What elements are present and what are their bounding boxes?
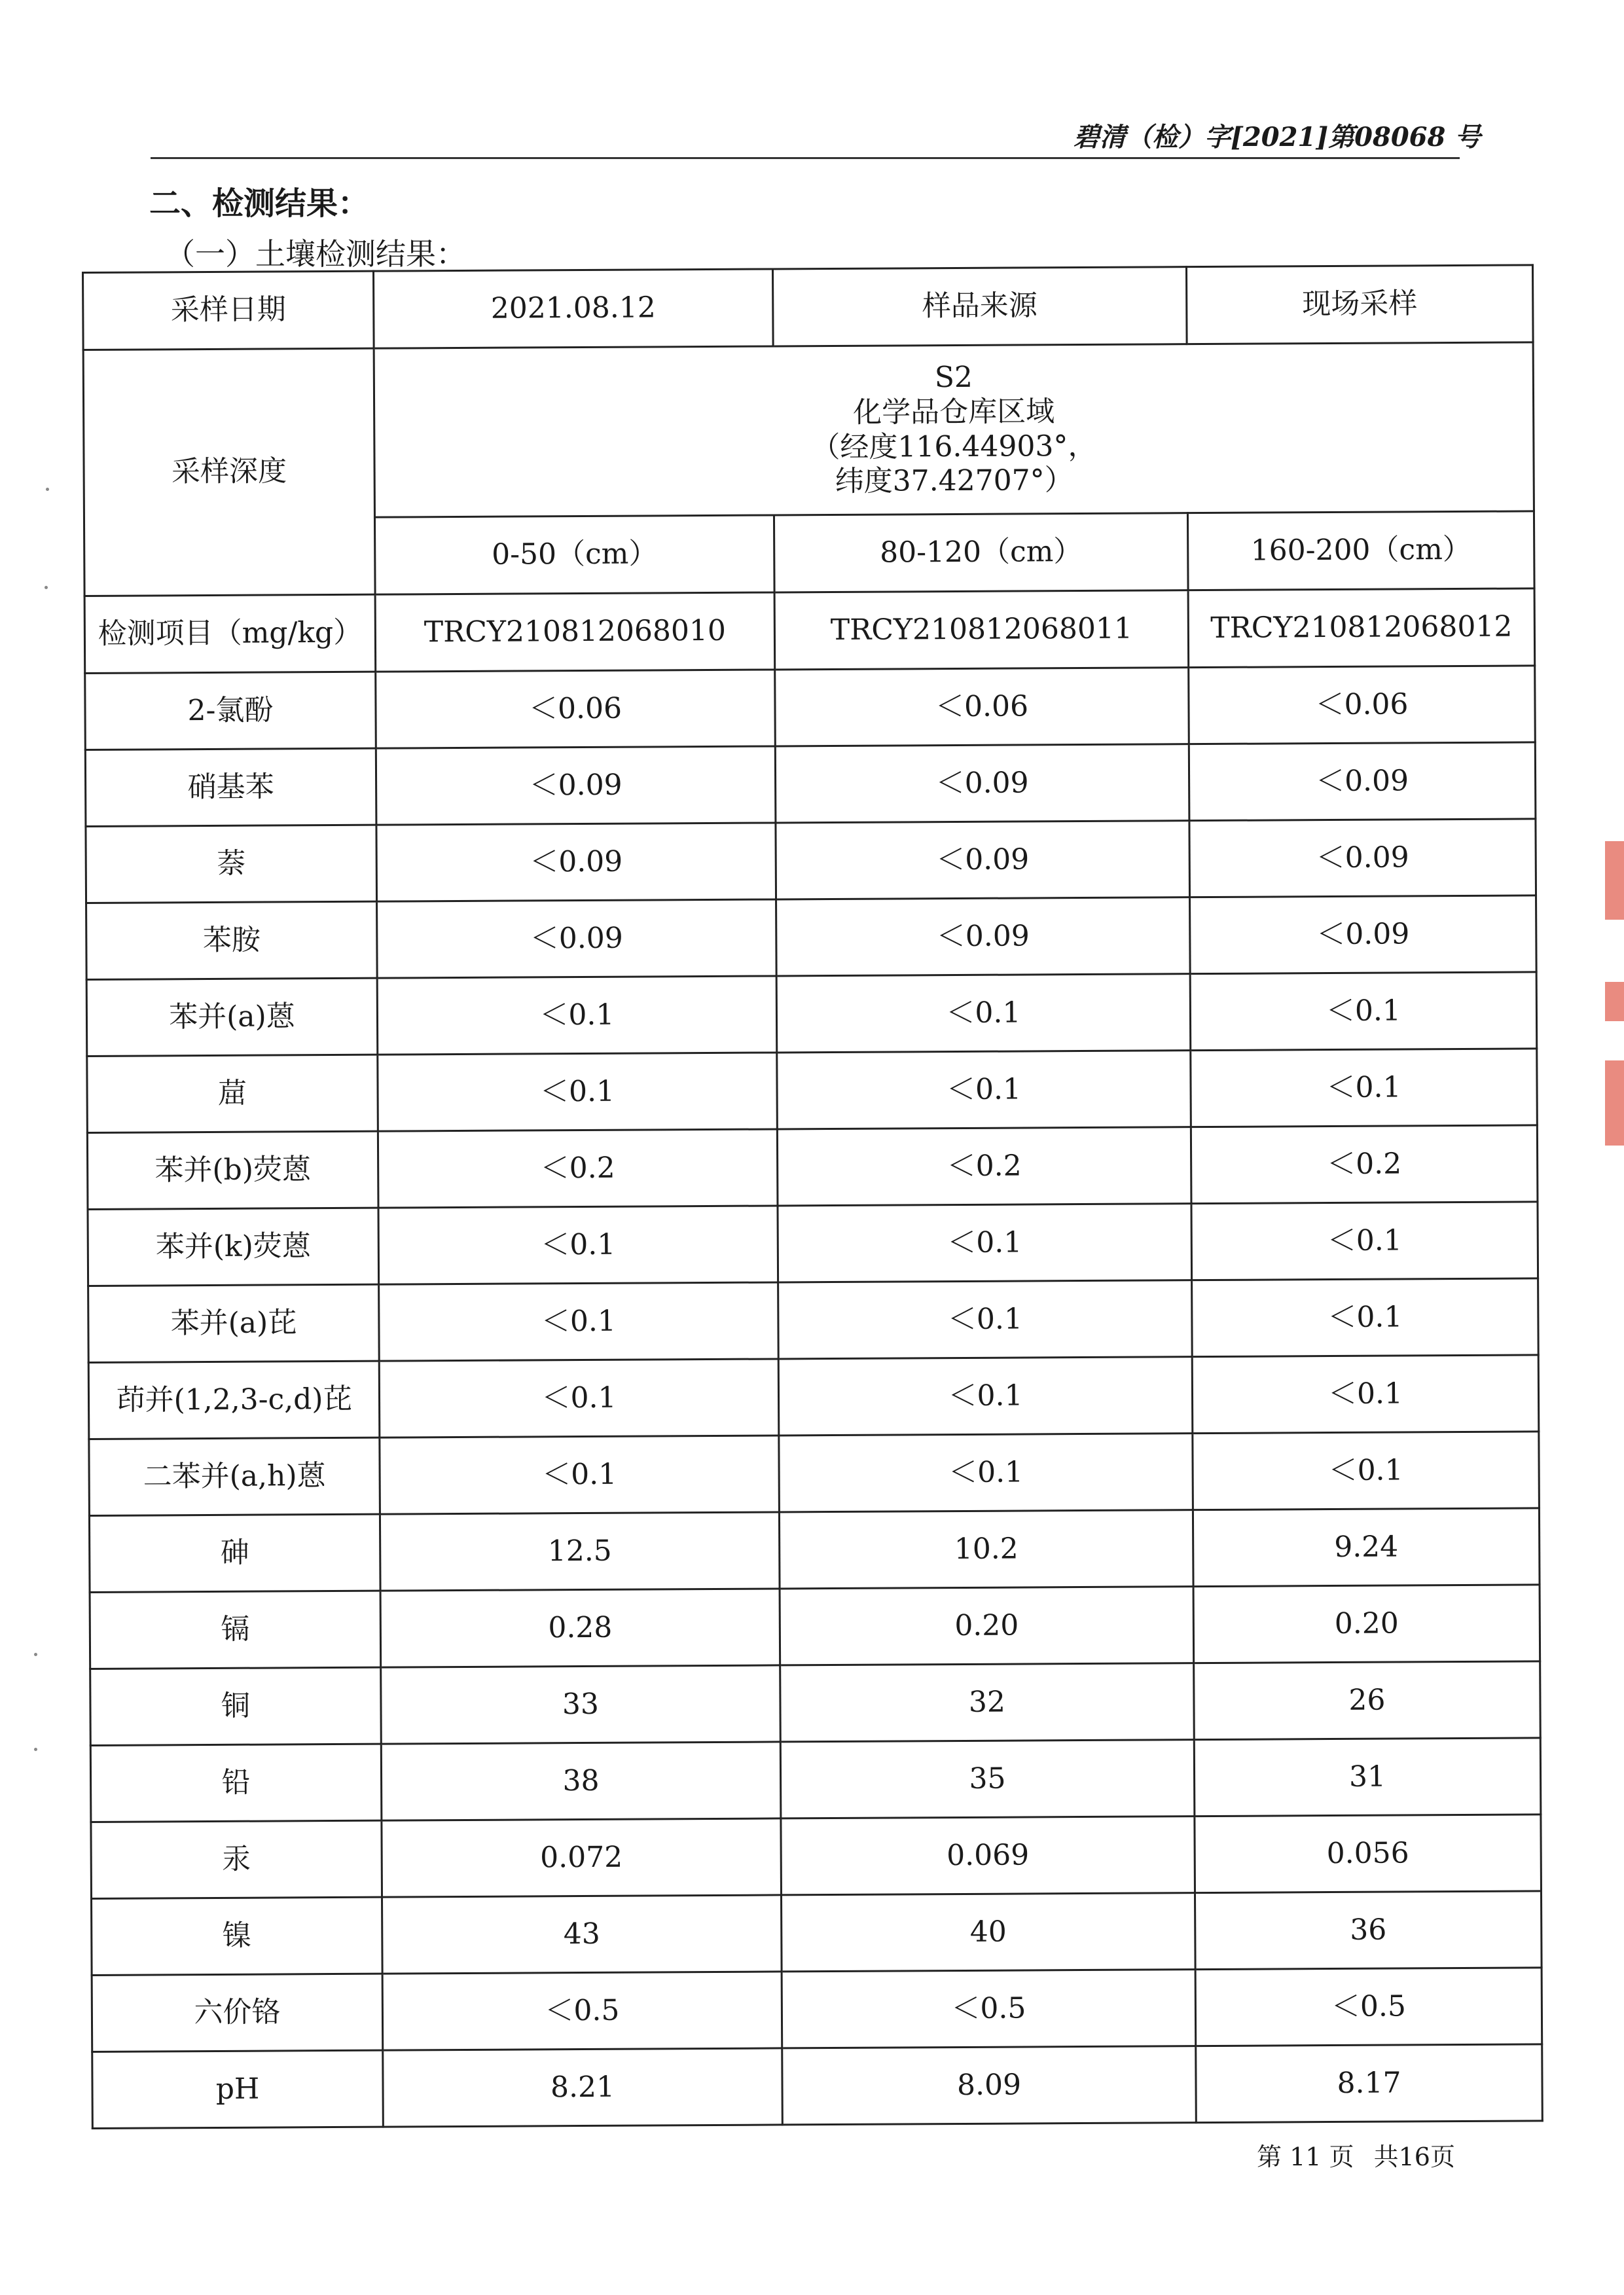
analyte-name: 硝基苯 [85,748,376,826]
analyte-value: ＜0.06 [775,668,1189,746]
table-row [90,1661,1541,1746]
analyte-name: 苯胺 [86,901,378,979]
table-row-location [83,342,1534,519]
analyte-value: 0.056 [1195,1815,1542,1893]
analyte-value: ＜0.1 [379,1359,779,1437]
analyte-value: ＜0.09 [376,823,776,901]
location-latitude: 纬度37.42707°） [835,463,1074,499]
soil-results-table [82,264,1543,2129]
scan-speck [46,488,49,491]
scan-speck [34,1653,37,1656]
analyte-value: ＜0.1 [1193,1432,1540,1510]
analyte-value: ＜0.1 [1190,972,1537,1051]
location-name: 化学品仓库区域 [853,394,1055,429]
analyte-value: 43 [382,1895,782,1974]
stamp-edge-mark [1605,1060,1624,1146]
analyte-value: ＜0.1 [777,1051,1191,1129]
stamp-edge-mark [1605,982,1624,1021]
analyte-name: 萘 [86,825,377,903]
analyte-value: ＜0.06 [376,670,776,748]
analyte-name: 䓛 [87,1055,378,1132]
analyte-value: ＜0.2 [378,1129,778,1208]
table-row [89,1508,1540,1593]
analyte-value: 36 [1195,1891,1542,1970]
analyte-value: ＜0.1 [1192,1355,1539,1434]
table-row-sample-ids [84,588,1535,674]
analyte-value: 0.069 [781,1816,1195,1895]
analyte-value: ＜0.1 [379,1282,779,1361]
location-id: S2 [934,360,973,395]
sample-id-2: TRCY210812068011 [774,590,1189,670]
scan-speck [34,1748,37,1751]
analyte-value: 9.24 [1193,1508,1540,1587]
analyte-name: 2-氯酚 [85,672,376,750]
analyte-value: 0.28 [380,1589,780,1667]
analyte-value: 31 [1194,1738,1541,1816]
analyte-name: 汞 [91,1820,382,1898]
analyte-value: ＜0.09 [377,899,777,978]
analyte-value: ＜0.1 [776,974,1191,1053]
table-row [92,2044,1543,2129]
analyte-name: 苯并(b)荧蒽 [87,1131,378,1209]
report-number: 碧清（检）字[2021]第08068 号 [1074,122,1481,153]
analyte-value: 10.2 [779,1510,1193,1589]
analyte-value: ＜0.06 [1189,666,1536,744]
table-row-date [83,265,1534,350]
analyte-name: 二苯并(a,h)蒽 [89,1437,380,1515]
analyte-value: ＜0.5 [382,1972,782,2050]
analyte-name: 镉 [90,1591,381,1669]
table-row [88,1202,1538,1286]
analyte-value: ＜0.1 [1192,1278,1539,1357]
page-current: 第 11 页 [1257,2142,1354,2171]
sample-source-label: 样品来源 [772,267,1187,346]
depth-label: 采样深度 [83,348,375,596]
sampling-date-value: 2021.08.12 [374,269,774,348]
analyte-name: 镍 [92,1897,383,1975]
item-label: 检测项目（mg/kg） [84,594,376,673]
analyte-value: ＜0.09 [776,897,1191,976]
analyte-name: pH [92,2050,384,2128]
depth-3: 160-200（cm） [1187,511,1534,590]
analyte-name: 六价铬 [92,1974,383,2051]
table-row [86,819,1536,903]
analyte-value: 0.072 [382,1818,782,1897]
table-row [85,742,1536,827]
header-divider [151,157,1460,159]
analyte-value: 0.20 [780,1587,1194,1665]
scan-speck [45,586,48,589]
analyte-value: ＜0.1 [1191,1202,1538,1280]
analyte-value: 12.5 [380,1512,780,1591]
table-row [86,972,1537,1057]
table-row [88,1355,1539,1439]
table-row [91,1815,1542,1899]
analyte-value: ＜0.2 [777,1127,1191,1206]
analyte-value: 38 [381,1742,781,1820]
stamp-edge-mark [1605,841,1624,920]
analyte-value: 33 [381,1665,781,1744]
sampling-date-label: 采样日期 [83,271,374,350]
table-row [87,1125,1538,1210]
analyte-value: ＜0.1 [778,1204,1192,1282]
analyte-value: 26 [1194,1661,1541,1740]
page-total: 共16页 [1373,2142,1455,2171]
analyte-value: ＜0.09 [1189,742,1536,821]
depth-1: 0-50（cm） [374,515,774,594]
analyte-name: 茚并(1,2,3-c,d)芘 [88,1361,380,1439]
sample-source-value: 现场采样 [1186,265,1533,344]
page-number [1257,2137,1467,2173]
analyte-value: ＜0.1 [779,1434,1193,1512]
table-row [90,1585,1540,1669]
depth-2: 80-120（cm） [774,513,1188,592]
sample-id-1: TRCY210812068010 [375,592,775,672]
analyte-value: ＜0.1 [380,1436,780,1514]
analyte-name: 砷 [89,1514,380,1592]
location-longitude: （经度116.44903°， [811,429,1097,464]
analyte-value: ＜0.1 [1191,1049,1538,1127]
analyte-name: 铜 [90,1667,382,1745]
analyte-value: ＜0.1 [378,1053,778,1131]
table-row [86,895,1537,980]
location-cell [374,342,1534,517]
analyte-value: ＜0.5 [782,1970,1196,2048]
analyte-value: 8.17 [1196,2044,1543,2123]
analyte-name: 苯并(a)芘 [88,1284,380,1362]
table-row [92,1891,1542,1976]
analyte-name: 铅 [90,1744,382,1822]
analyte-value: 8.09 [782,2046,1197,2125]
table-row [92,1968,1542,2052]
section-title: 二、检测结果： [149,185,370,222]
analyte-value: ＜0.1 [778,1357,1193,1436]
table-row [88,1278,1539,1363]
table-row [87,1049,1538,1133]
analyte-value: ＜0.1 [778,1280,1193,1359]
analyte-name: 苯并(k)荧蒽 [88,1208,379,1286]
analyte-value: 0.20 [1193,1585,1540,1663]
analyte-value: ＜0.5 [1195,1968,1542,2046]
analyte-value: ＜0.09 [775,744,1189,823]
analyte-value: 35 [780,1740,1195,1818]
analyte-value: ＜0.09 [1190,895,1537,974]
analyte-value: ＜0.09 [1189,819,1536,897]
sample-id-3: TRCY210812068012 [1188,588,1535,668]
sub-title: （一）土壤检测结果： [165,236,466,272]
analyte-value: 8.21 [383,2048,783,2127]
analyte-value: 40 [781,1893,1195,1972]
analyte-name: 苯并(a)蒽 [86,978,378,1056]
table-row [89,1432,1540,1516]
analyte-value: ＜0.1 [377,976,777,1055]
analyte-value: ＜0.2 [1191,1125,1538,1204]
table-row [85,666,1536,750]
analyte-value: ＜0.1 [378,1206,778,1284]
table-row [90,1738,1541,1822]
analyte-value: ＜0.09 [376,746,776,825]
analyte-value: ＜0.09 [776,821,1190,899]
analyte-value: 32 [780,1663,1195,1742]
